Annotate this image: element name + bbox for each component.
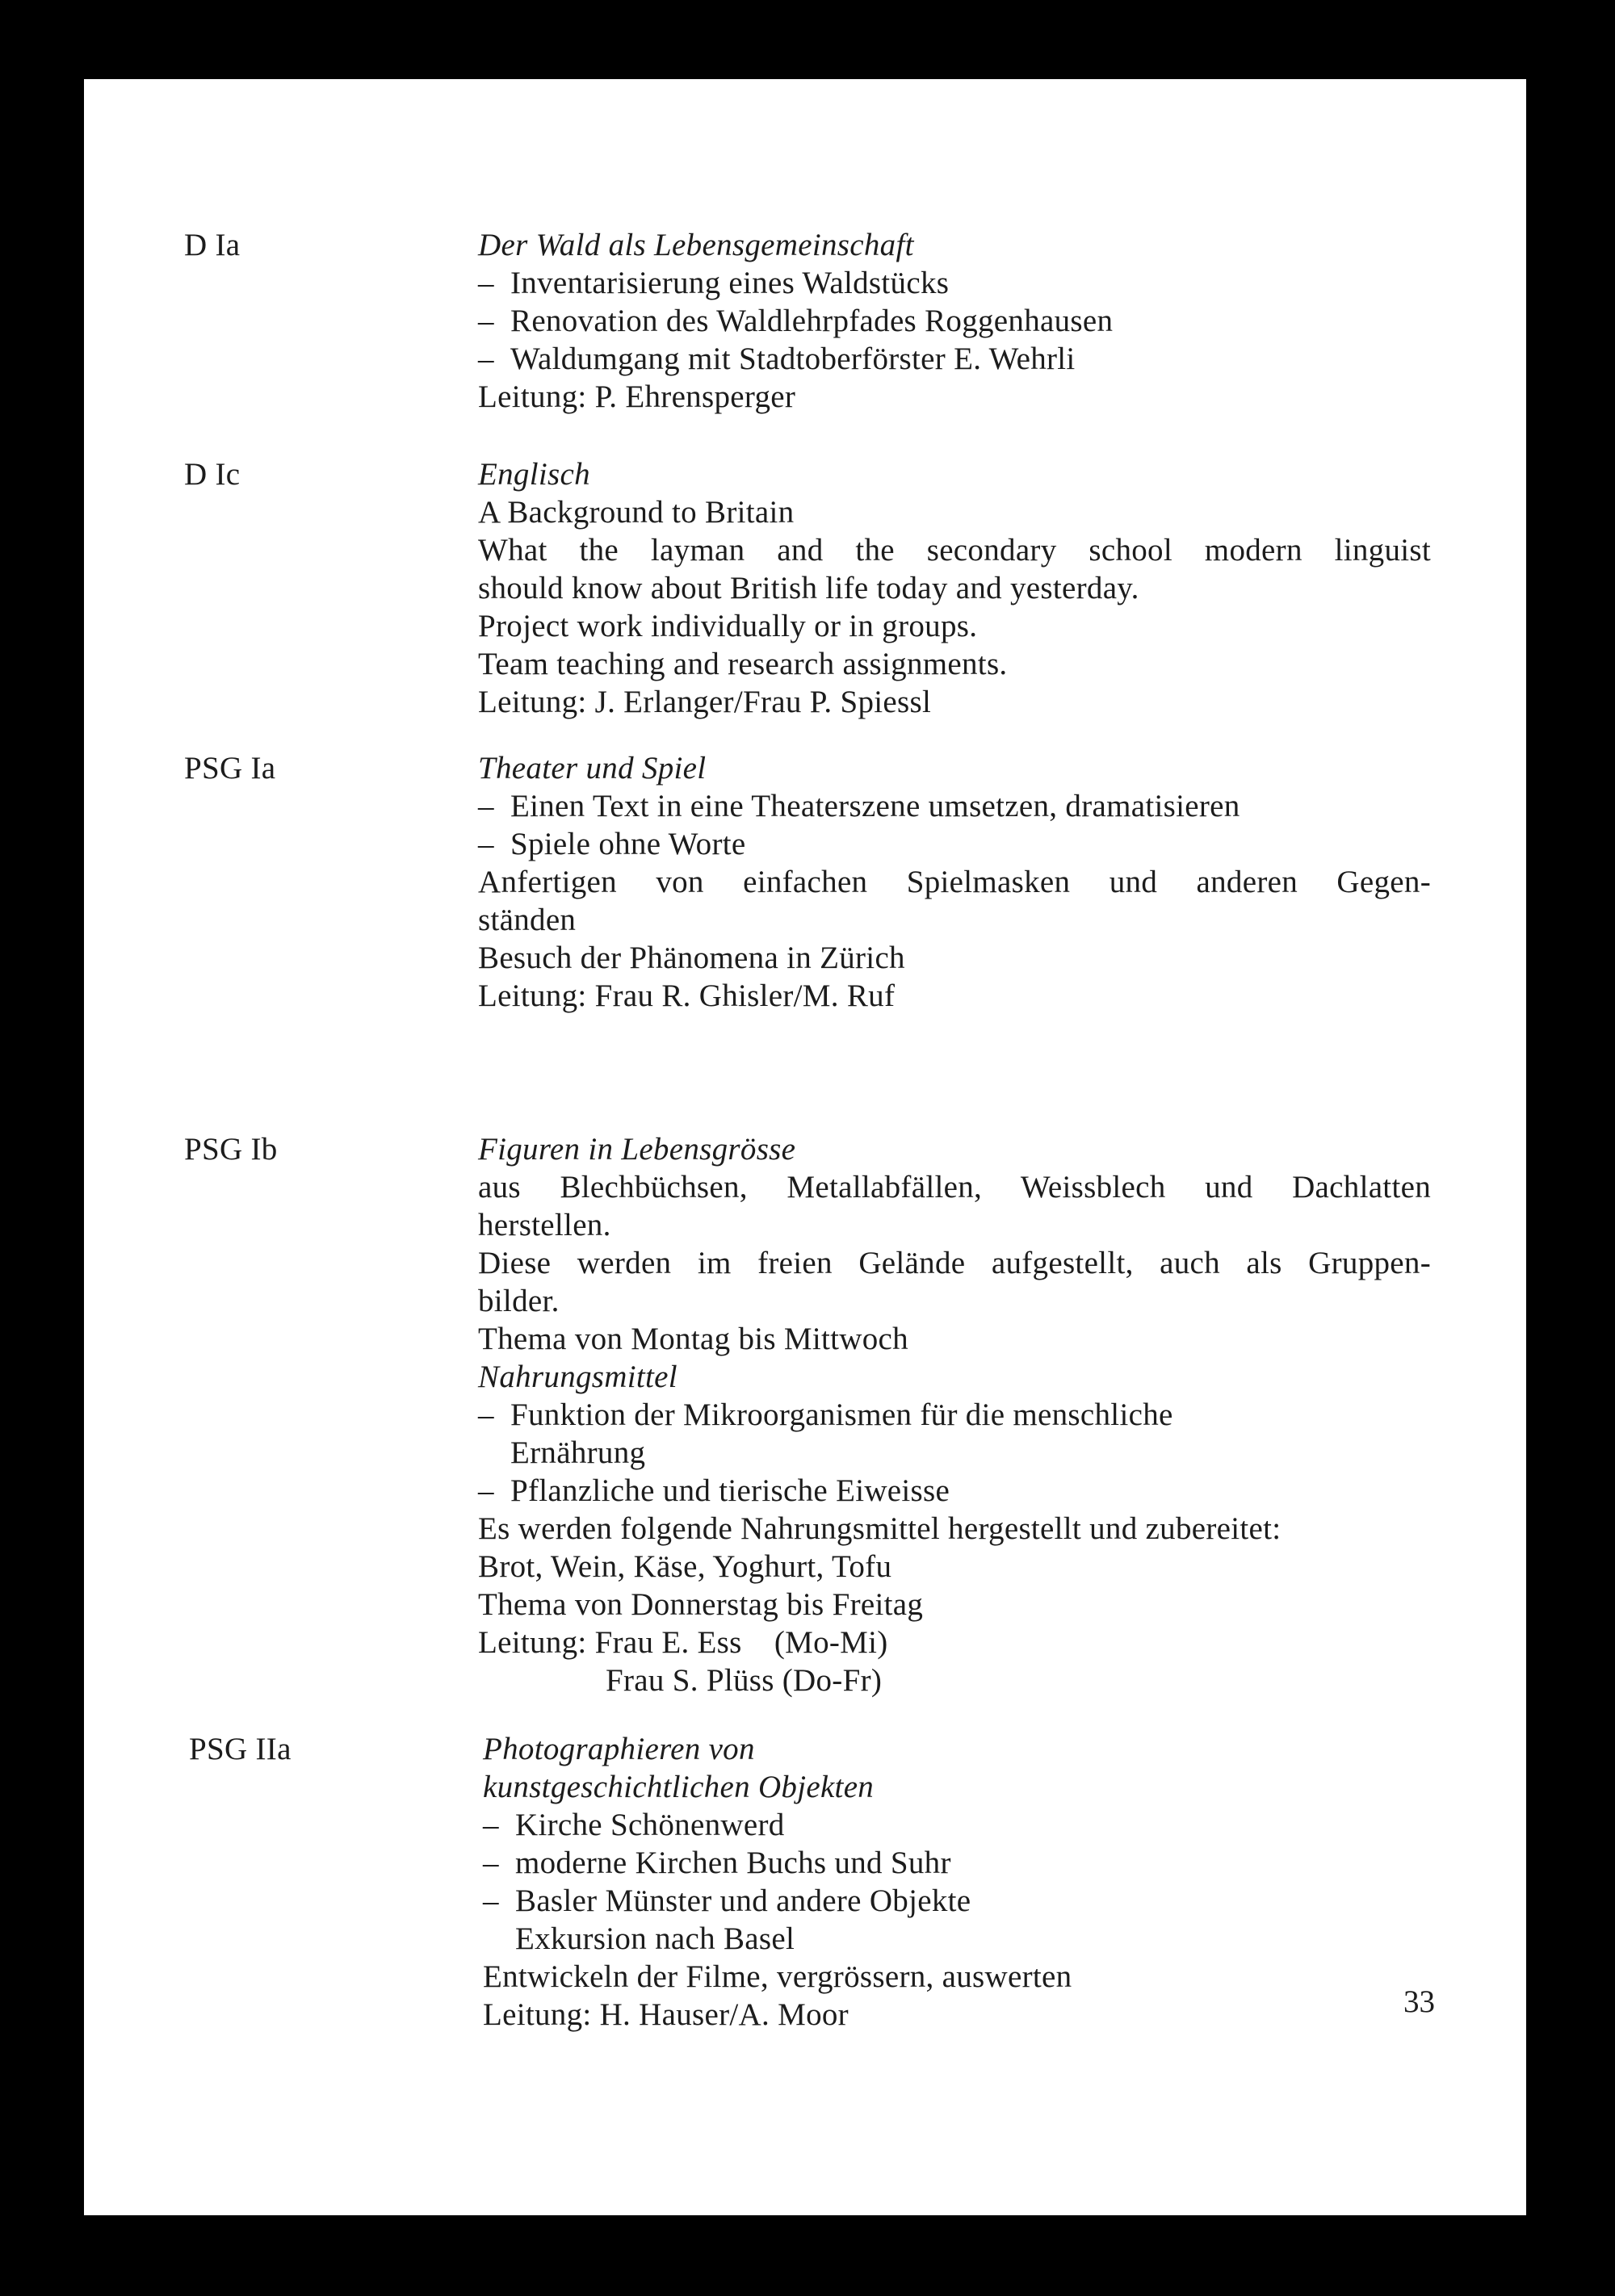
description-line: What the layman and the secondary school modern linguist [478,533,1431,568]
course-title: Figuren in Lebensgrösse [478,1132,796,1167]
course-code: PSG IIa [189,1732,292,1766]
description-line: Besuch der Phänomena in Zürich [478,941,905,975]
list-item: – Waldumgang mit Stadtoberförster E. Wehrli [478,340,1431,378]
course-leitung: Leitung: J. Erlanger/Frau P. Spiessl [478,685,932,719]
page-number: 33 [1403,1984,1435,2019]
description-line: herstellen. [478,1208,611,1242]
list-item: – moderne Kirchen Buchs und Suhr [483,1844,1436,1882]
course-code: PSG Ia [184,751,276,786]
course-code: D Ia [184,228,241,262]
description-line: bilder. [478,1284,560,1318]
course-body [478,226,1431,416]
description-line: Thema von Donnerstag bis Freitag [478,1587,924,1622]
description-line: Entwickeln der Filme, vergrössern, auswerten [483,1959,1072,1994]
course-body [483,1730,1436,2034]
list-item: – Renovation des Waldlehrpfades Roggenhausen [478,302,1431,340]
course-title: Der Wald als Lebensgemeinschaft [478,228,914,262]
description-line: Es werden folgende Nahrungsmittel hergestellt und zubereitet: [478,1511,1282,1546]
course-leitung: Leitung: Frau E. Ess (Mo-Mi) [478,1625,888,1660]
course-leitung-continuation: Frau S. Plüss (Do-Fr) [606,1663,883,1698]
course-code: PSG Ib [184,1132,278,1167]
course-code: D Ic [184,457,241,492]
description-line: Thema von Montag bis Mittwoch [478,1322,908,1356]
description-line: should know about British life today and yesterday. [478,571,1139,605]
course-body [478,455,1431,721]
course-leitung: Leitung: H. Hauser/A. Moor [483,1997,849,2032]
list-item: – Spiele ohne Worte [478,825,1431,863]
course-title: kunstgeschichtlichen Objekten [483,1770,875,1804]
list-item-continuation: Ernährung [510,1435,646,1470]
document-page [84,79,1526,2215]
course-leitung: Leitung: Frau R. Ghisler/M. Ruf [478,978,896,1013]
description-line: Brot, Wein, Käse, Yoghurt, Tofu [478,1549,892,1584]
description-line: Project work individually or in groups. [478,609,978,643]
list-item: – Inventarisierung eines Waldstücks [478,264,1431,302]
course-body [478,1130,1431,1699]
list-item: – Funktion der Mikroorganismen für die menschliche [478,1396,1431,1434]
course-subtitle: A Background to Britain [478,495,795,530]
list-item: – Basler Münster und andere Objekte [483,1882,1436,1920]
course-body [478,749,1431,1015]
course-title: Photographieren von [483,1732,755,1766]
list-item: – Kirche Schönenwerd [483,1806,1436,1844]
course-subtitle: Nahrungsmittel [478,1360,677,1394]
list-item: – Pflanzliche und tierische Eiweisse [478,1472,1431,1510]
course-title: Englisch [478,457,590,492]
description-line: Team teaching and research assignments. [478,647,1008,681]
list-item-continuation: Exkursion nach Basel [515,1921,795,1956]
description-line: Anfertigen von einfachen Spielmasken und anderen Gegen- [478,865,1431,899]
course-leitung: Leitung: P. Ehrensperger [478,379,796,414]
course-title: Theater und Spiel [478,751,707,786]
list-item: – Einen Text in eine Theaterszene umsetzen, dramatisieren [478,787,1431,825]
description-line: aus Blechbüchsen, Metallabfällen, Weissblech und Dachlatten [478,1170,1431,1205]
description-line: ständen [478,903,577,937]
description-line: Diese werden im freien Gelände aufgestellt, auch als Gruppen- [478,1246,1431,1280]
